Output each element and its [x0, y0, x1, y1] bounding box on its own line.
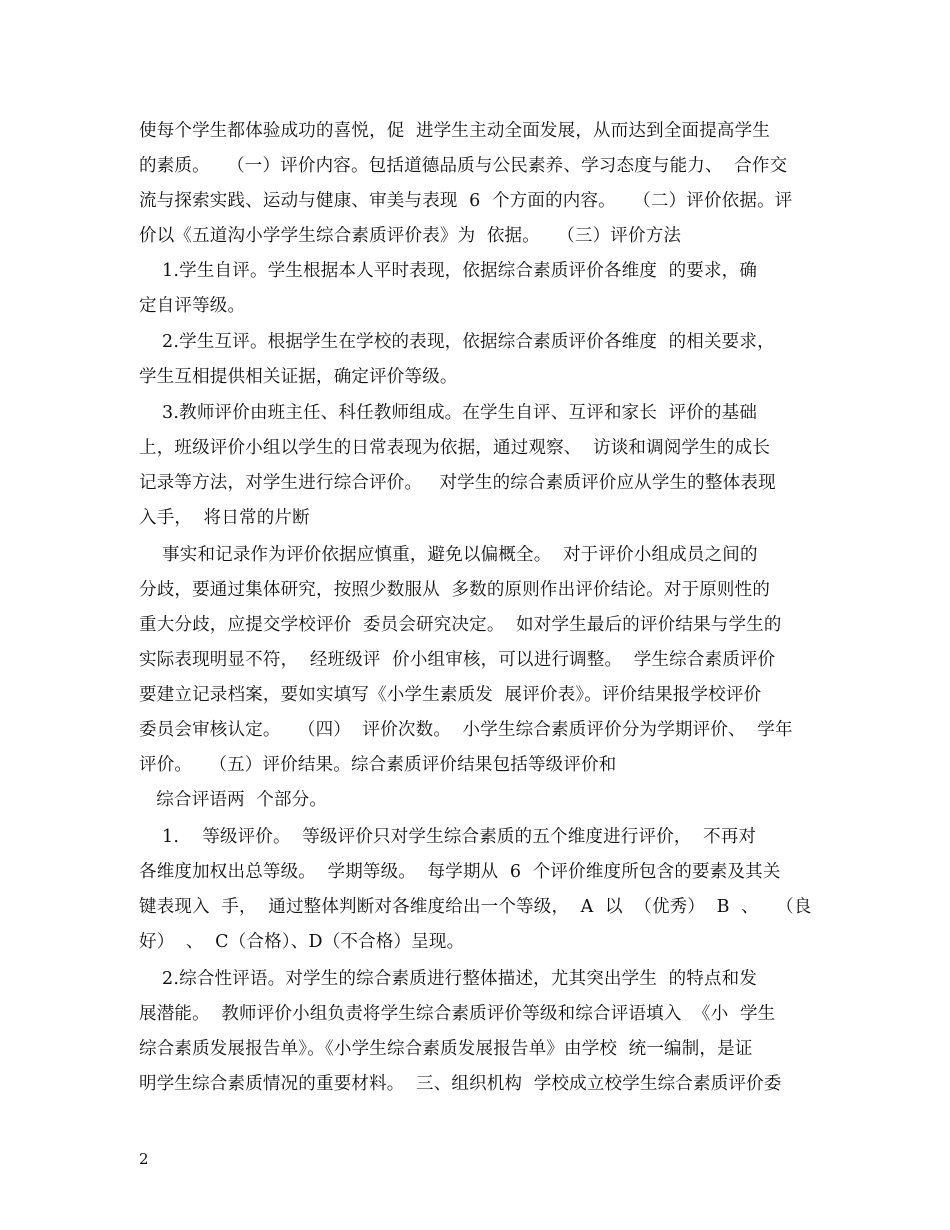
text-line: 展潜能。 教师评价小组负责将学生综合素质评价等级和综合评语填入 《小 学生 [139, 1004, 776, 1024]
text-line: 明学生综合素质情况的重要材料。 三、组织机构 学校成立校学生综合素质评价委 [139, 1074, 782, 1094]
text-line: 定自评等级。 [139, 296, 246, 316]
text-line: 各维度加权出总等级。 学期等级。 每学期从 6 个评价维度所包含的要素及其关 [139, 862, 781, 882]
text-line: 学生互相提供相关证据，确定评价等级。 [139, 367, 458, 387]
text-line: 流与探索实践、运动与健康、审美与表现 6 个方面的内容。 （二）评价依据。评 [139, 191, 793, 211]
text-line: 重大分歧，应提交学校评价 委员会研究决定。 如对学生最后的评价结果与学生的 [139, 615, 782, 635]
text-line: 3.教师评价由班主任、科任教师组成。在学生自评、互评和家长 评价的基础 [139, 403, 758, 423]
text-line: 1. 等级评价。 等级评价只对学生综合素质的五个维度进行评价， 不再对 [139, 827, 757, 847]
text-line: 入手， 将日常的片断 [139, 508, 310, 528]
text-line: 要建立记录档案，要如实填写《小学生素质发 展评价表》。评价结果报学校评价 [139, 685, 762, 705]
text-line: 委员会审核认定。 （四） 评价次数。 小学生综合素质评价分为学期评价、 学年 [139, 720, 793, 740]
text-line: 2.学生互评。根据学生在学校的表现，依据综合素质评价各维度 的相关要求， [139, 332, 775, 352]
text-line: 好） 、 C（合格）、D（不合格）呈现。 [139, 932, 465, 952]
text-line: 2.综合性评语。对学生的综合素质进行整体描述，尤其突出学生 的特点和发 [139, 969, 758, 989]
text-line: 实际表现明显不符， 经班级评 价小组审核，可以进行调整。 学生综合素质评价 [139, 650, 776, 670]
text-line: 综合评语两 个部分。 [139, 790, 328, 810]
text-line: 1.学生自评。学生根据本人平时表现，依据综合素质评价各维度 的要求，确 [139, 261, 758, 281]
text-line: 综合素质发展报告单》。《小学生综合素质发展报告单》由学校 统一编制，是证 [139, 1039, 753, 1059]
text-line: 分歧，要通过集体研究，按照少数服从 多数的原则作出评价结论。对于原则性的 [139, 580, 771, 600]
text-line: 上，班级评价小组以学生的日常表现为依据，通过观察、 访谈和调阅学生的成长 [139, 438, 771, 458]
text-line: 使每个学生都体验成功的喜悦，促 进学生主动全面发展，从而达到全面提高学生 [139, 121, 771, 141]
text-line: 记录等方法，对学生进行综合评价。 对学生的综合素质评价应从学生的整体表现 [139, 473, 776, 493]
page-number: 2 [139, 1150, 149, 1168]
text-line: 的素质。 （一）评价内容。包括道德品质与公民素养、学习态度与能力、 合作交 [139, 156, 788, 176]
text-line: 键表现入 手， 通过整体判断对各维度给出一个等级， A 以 （优秀） B 、 （良 [139, 897, 812, 917]
text-line: 价以《五道沟小学学生综合素质评价表》为 依据。 （三）评价方法 [139, 226, 682, 246]
text-line: 事实和记录作为评价依据应慎重，避免以偏概全。 对于评价小组成员之间的 [139, 545, 758, 565]
text-line: 评价。 （五）评价结果。综合素质评价结果包括等级评价和 [139, 755, 617, 775]
